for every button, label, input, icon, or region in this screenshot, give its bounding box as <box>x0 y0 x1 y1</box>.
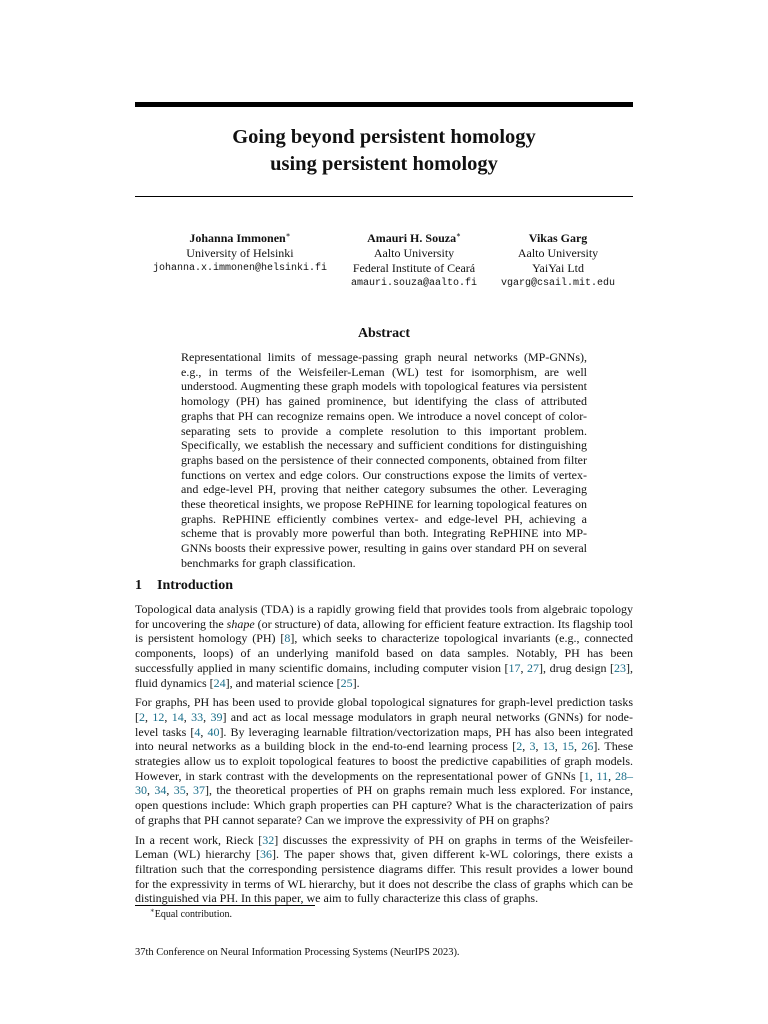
citation-group: 2, 3, 13, 15, 26 <box>516 739 594 754</box>
author-email[interactable]: amauri.souza@aalto.fi <box>350 278 478 289</box>
author-affiliation: Aalto University <box>373 246 455 260</box>
citation-link[interactable]: 34 <box>154 783 167 798</box>
footnote-rule <box>135 905 315 906</box>
equal-contribution-mark: ∗ <box>456 231 461 239</box>
text-run: ]. <box>352 675 360 690</box>
author-email[interactable]: johanna.x.immonen@helsinki.fi <box>152 263 327 274</box>
citation-link[interactable]: 8 <box>284 631 291 646</box>
title-top-rule <box>135 102 633 107</box>
citation-link[interactable]: 17 <box>508 660 521 675</box>
author-name: Vikas Garg <box>528 231 588 245</box>
author-affiliation-2: YaiYai Ltd <box>532 261 584 275</box>
title-line-1: Going beyond persistent homology <box>232 126 536 148</box>
citation-link[interactable]: 33 <box>191 709 204 724</box>
author-3 <box>501 231 615 291</box>
abstract-text: Representational limits of message-passing graph neural networks (MP-GNNs), e.g., in terms of the Weisfeiler-Leman (WL) test for isomorphism, are well understood. Augmenting these graph models with topological features via persistent homology (PH) has gained prominence, but identifying the class of attributed graphs that PH can recognize remains open. We introduce a novel concept of color-separating sets to provide a complete resolution to this important problem. Specifically, we establish the necessary and sufficient conditions for distinguishing graphs based on the persistence of their connected components, obtained from filter functions on vertex and edge colors. Our constructions expose the limits of vertex- and edge-level PH, proving that neither category subsumes the other. Leveraging these theoretical insights, we propose RePHINE for learning topological features on graphs. RePHINE efficiently combines vertex- and edge-level PH, achieving a scheme that is provably more powerful than both. Integrating RePHINE into MP-GNNs boosts their expressive power, resulting in gains over standard PH on several benchmarks for graph classification. <box>181 350 587 570</box>
text-run: ], which seeks to characterize topological invariants (e.g., connected components, loops) of an underlying manifold based on data samples. Notably, PH has been successfully applied in many scientific domains, including computer vision [ <box>135 631 633 675</box>
text-run: ]. By leveraging learnable filtration/vectorization maps, PH has also been integrated into neural networks as a building block in the end-to-end learning process [ <box>135 724 633 754</box>
abstract-heading: Abstract <box>357 326 411 341</box>
author-affiliation-2: Federal Institute of Ceará <box>352 261 476 275</box>
author-name: Amauri H. Souza <box>367 231 457 245</box>
citation-link[interactable]: 4 <box>194 724 201 739</box>
citation-link[interactable]: 3 <box>529 739 536 754</box>
title-line-2: using persistent homology <box>270 153 498 175</box>
author-affiliation: Aalto University <box>517 246 599 260</box>
author-2 <box>351 231 477 291</box>
citation-link[interactable]: 23 <box>614 660 626 675</box>
citation-link[interactable]: 2 <box>516 739 523 754</box>
citation-link[interactable]: 36 <box>260 847 272 862</box>
text-run: (or structure) of data, allowing for efficient feature extraction. Its flagship tool is persistent homology (PH) [ <box>135 616 633 646</box>
citation-link[interactable]: 32 <box>262 832 275 847</box>
text-run: In a recent work, Rieck [ <box>135 832 263 847</box>
citation-link[interactable]: 24 <box>213 675 226 690</box>
text-run: ], fluid dynamics [ <box>135 660 633 690</box>
citation-link[interactable]: 11 <box>596 768 609 783</box>
citation-link[interactable]: 13 <box>542 739 555 754</box>
emphasis: shape <box>226 616 255 631</box>
equal-contribution-mark: ∗ <box>285 231 291 239</box>
conference-footer: 37th Conference on Neural Information Processing Systems (NeurIPS 2023). <box>135 947 460 958</box>
paragraph-2 <box>135 695 633 827</box>
author-block <box>135 231 633 291</box>
citation-link[interactable]: 39 <box>210 709 223 724</box>
text-run: , <box>520 660 528 675</box>
text-run: ], and material science [ <box>225 675 341 690</box>
footnote <box>150 908 232 921</box>
citation-link[interactable]: 28–30 <box>135 768 634 798</box>
text-run: Topological data analysis (TDA) is a rapidly growing field that provides tools from algebraic topology for uncovering the <box>135 602 633 631</box>
citation-group: 4, 40 <box>194 724 220 739</box>
citation-link[interactable]: 14 <box>171 709 184 724</box>
text-run: ]. These strategies allow us to exploit topological features to boost the predictive capabilities of graph models. However, in stark contrast with the developments on the representational power of GNNs [ <box>135 739 634 783</box>
section-heading <box>135 578 233 594</box>
section-title: Introduction <box>157 578 233 593</box>
citation-link[interactable]: 1 <box>583 768 590 783</box>
footnote-text: Equal contribution. <box>154 909 232 920</box>
paragraph-3 <box>135 833 633 907</box>
citation-link[interactable]: 25 <box>340 675 353 690</box>
text-run: For graphs, PH has been used to provide global topological signatures for graph-level prediction tasks [ <box>135 695 633 724</box>
section-number: 1 <box>135 578 142 593</box>
text-run: ] and act as local message modulators in graph neural networks (GNNs) for node-level tasks [ <box>135 709 633 739</box>
text-run: ]. The paper shows that, given different k-WL colorings, there exists a filtration such that the corresponding persistence diagrams differ. This result provides a lower bound for the expressivity in terms of WL hierarchy, but it does not describe the class of graphs which can be distinguished via PH. In this paper, we aim to fully characterize this class of graphs. <box>135 847 633 906</box>
text-run: ], the theoretical properties of PH on graphs remain much less explored. For instance, open questions include: Which graph properties can PH capture? What is the characterization of pairs of graphs that PH cannot separate? Can we improve the expressivity of PH on graphs? <box>135 783 633 827</box>
citation-link[interactable]: 12 <box>152 709 165 724</box>
author-affiliation: University of Helsinki <box>186 246 294 260</box>
author-name: Johanna Immonen <box>189 231 286 245</box>
text-run: ] discusses the expressivity of PH on graphs in terms of the Weisfeiler-Leman (WL) hierarchy [ <box>135 832 633 862</box>
citation-group: 2, 12, 14, 33, 39 <box>139 709 223 724</box>
author-email[interactable]: vgarg@csail.mit.edu <box>501 278 616 289</box>
title-bottom-rule <box>135 196 633 197</box>
citation-link[interactable]: 40 <box>207 724 220 739</box>
citation-group: 1, 11, 28–30, 34, 35, 37 <box>135 768 634 798</box>
citation-link[interactable]: 26 <box>581 739 594 754</box>
footnote-mark: ∗ <box>150 906 155 915</box>
body-text <box>135 602 633 911</box>
citation-link[interactable]: 15 <box>562 739 575 754</box>
citation-link[interactable]: 27 <box>527 660 540 675</box>
citation-link[interactable]: 2 <box>139 709 145 724</box>
paper-title <box>135 124 633 178</box>
citation-link[interactable]: 37 <box>193 783 206 798</box>
paragraph-1 <box>135 602 633 690</box>
citation-link[interactable]: 35 <box>173 783 186 798</box>
text-run: ], drug design [ <box>539 660 614 675</box>
author-1 <box>153 231 327 291</box>
